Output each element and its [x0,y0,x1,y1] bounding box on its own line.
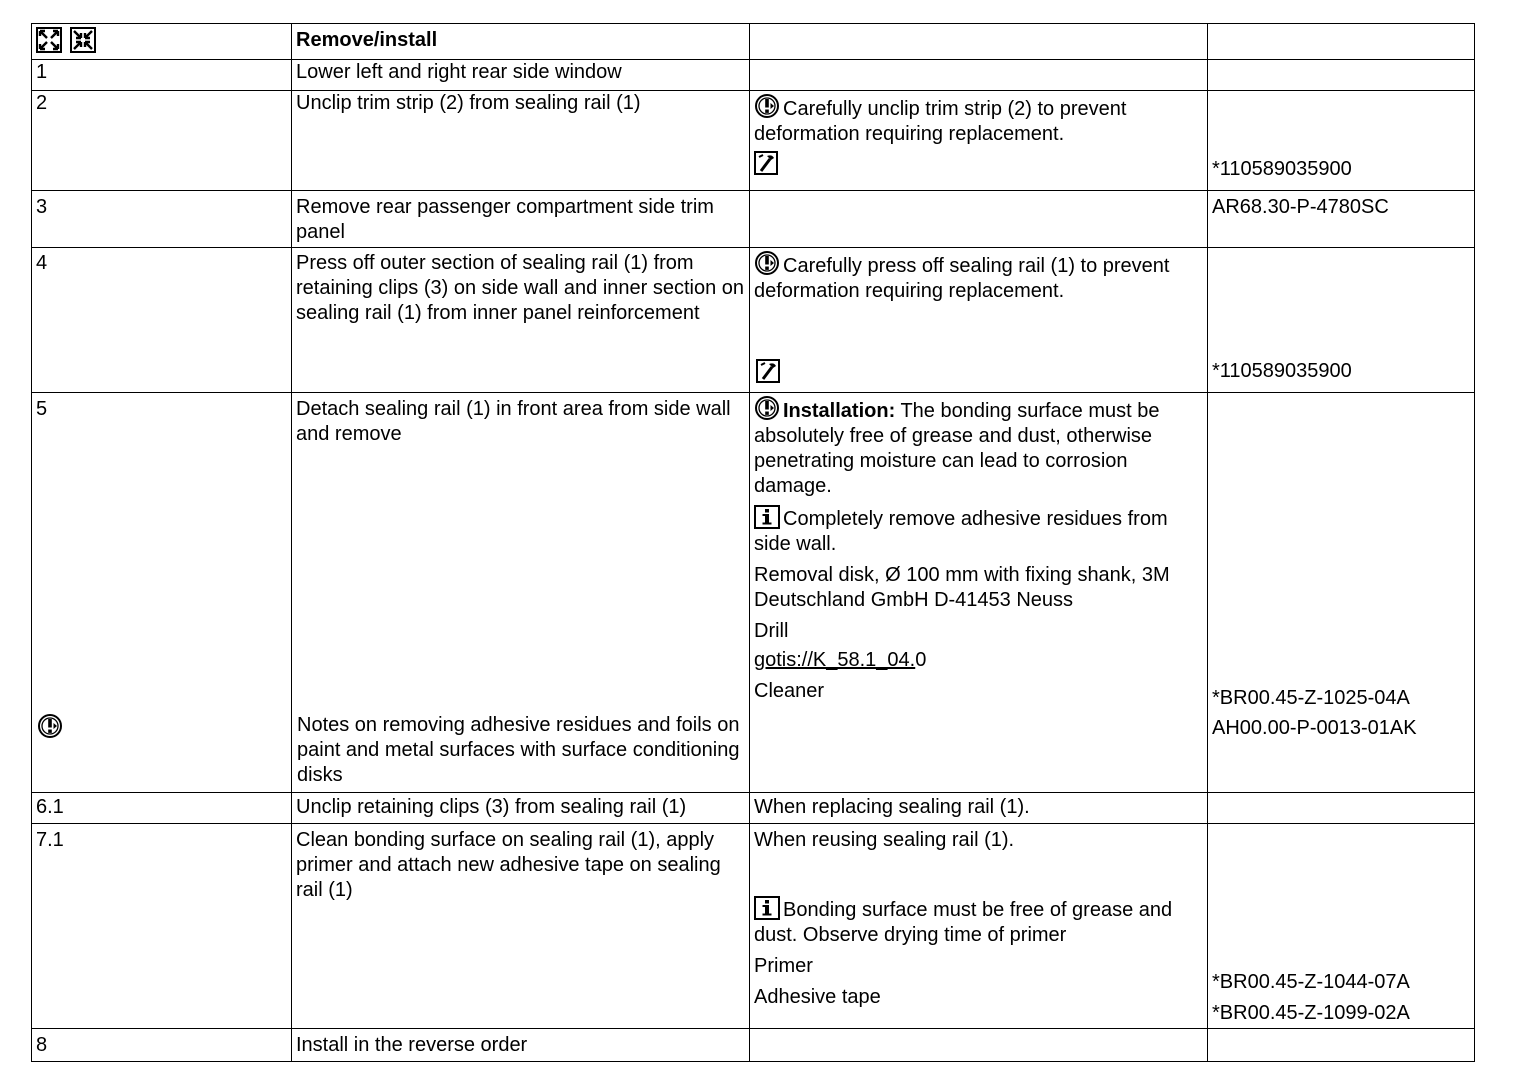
special-tool-icon[interactable] [756,359,780,383]
table-row [32,793,1475,824]
step-number: 6.1 [36,796,64,818]
special-tool-icon[interactable] [754,151,778,175]
tool-reference[interactable]: *110589035900 [1212,158,1352,180]
caution-icon [754,395,780,421]
step-number: 7.1 [36,829,64,851]
caution-icon [37,713,63,739]
table-row [32,248,1475,393]
table-row [32,824,1475,1029]
step-action: Remove rear passenger compartment side trim panel [296,196,714,243]
adhesive-tape-reference[interactable]: *BR00.45-Z-1099-02A [1212,1002,1410,1024]
step-note: The bonding surface must be absolutely free of grease and dust, otherwise penetrating moisture can lead to corrosion damage. [754,400,1160,497]
info-icon [754,896,780,920]
header-title: Remove/install [296,29,438,51]
header-icons-cell [32,24,292,60]
header-title-cell [292,24,750,60]
gotis-link-tail: 0 [915,649,927,671]
header-empty-cell [1208,24,1475,60]
step-note: When reusing sealing rail (1). [754,829,1015,851]
step-action: Lower left and right rear side window [296,61,622,83]
step-number: 8 [36,1034,48,1056]
expand-icon[interactable] [36,27,62,53]
header-empty-cell [750,24,1208,60]
step-action: Detach sealing rail (1) in front area from side wall and remove [296,398,731,445]
step-number: 5 [36,398,48,420]
step-action: Install in the reverse order [296,1034,528,1056]
info-note: Bonding surface must be free of grease and dust. Observe drying time of primer [754,899,1173,946]
installation-label: Installation: [783,400,896,422]
step-action: Unclip retaining clips (3) from sealing rail (1) [296,796,687,818]
cleaner-reference[interactable]: *BR00.45-Z-1025-04A [1212,687,1410,709]
table-row [32,393,1475,793]
material-primer: Primer [754,955,813,977]
document-reference[interactable]: AR68.30-P-4780SC [1212,196,1389,218]
table-row [32,60,1475,91]
step-note: Carefully press off sealing rail (1) to prevent deformation requiring replacement. [754,255,1170,302]
step-number: 3 [36,196,48,218]
collapse-icon[interactable] [70,27,96,53]
table-row [32,1029,1475,1062]
step-number: 4 [36,252,48,274]
step-action: Press off outer section of sealing rail (1) from retaining clips (3) on side wall and inner section on sealing rail (1) from inner panel reinforcement [296,252,745,324]
gotis-link[interactable]: gotis://K_58.1_04. [754,649,916,671]
tool-reference[interactable]: *110589035900 [1212,360,1352,382]
table-row [32,191,1475,248]
step-number: 2 [36,92,48,114]
step-note: Carefully unclip trim strip (2) to prevent deformation requiring replacement. [754,98,1127,145]
header-row [32,24,1475,60]
tool-removal-disk: Removal disk, Ø 100 mm with fixing shank, 3M Deutschland GmbH D-41453 Neuss [754,564,1170,611]
primer-reference[interactable]: *BR00.45-Z-1044-07A [1212,971,1410,993]
info-note: Completely remove adhesive residues from side wall. [754,508,1168,555]
step-number: 1 [36,61,48,83]
notes-reference[interactable]: AH00.00-P-0013-01AK [1212,717,1417,739]
tool-drill: Drill [754,620,789,642]
step-action: Clean bonding surface on sealing rail (1), apply primer and attach new adhesive tape on sealing rail (1) [296,829,721,901]
step-note: When replacing sealing rail (1). [754,796,1030,818]
procedure-table [31,23,1475,1062]
info-icon [754,505,780,529]
notes-link[interactable]: Notes on removing adhesive residues and foils on paint and metal surfaces with surface conditioning disks [297,714,740,786]
caution-icon [754,250,780,276]
step-action: Unclip trim strip (2) from sealing rail (1) [296,92,641,114]
tool-cleaner: Cleaner [754,680,825,702]
table-row [32,91,1475,191]
material-adhesive-tape: Adhesive tape [754,986,881,1008]
caution-icon [754,93,780,119]
